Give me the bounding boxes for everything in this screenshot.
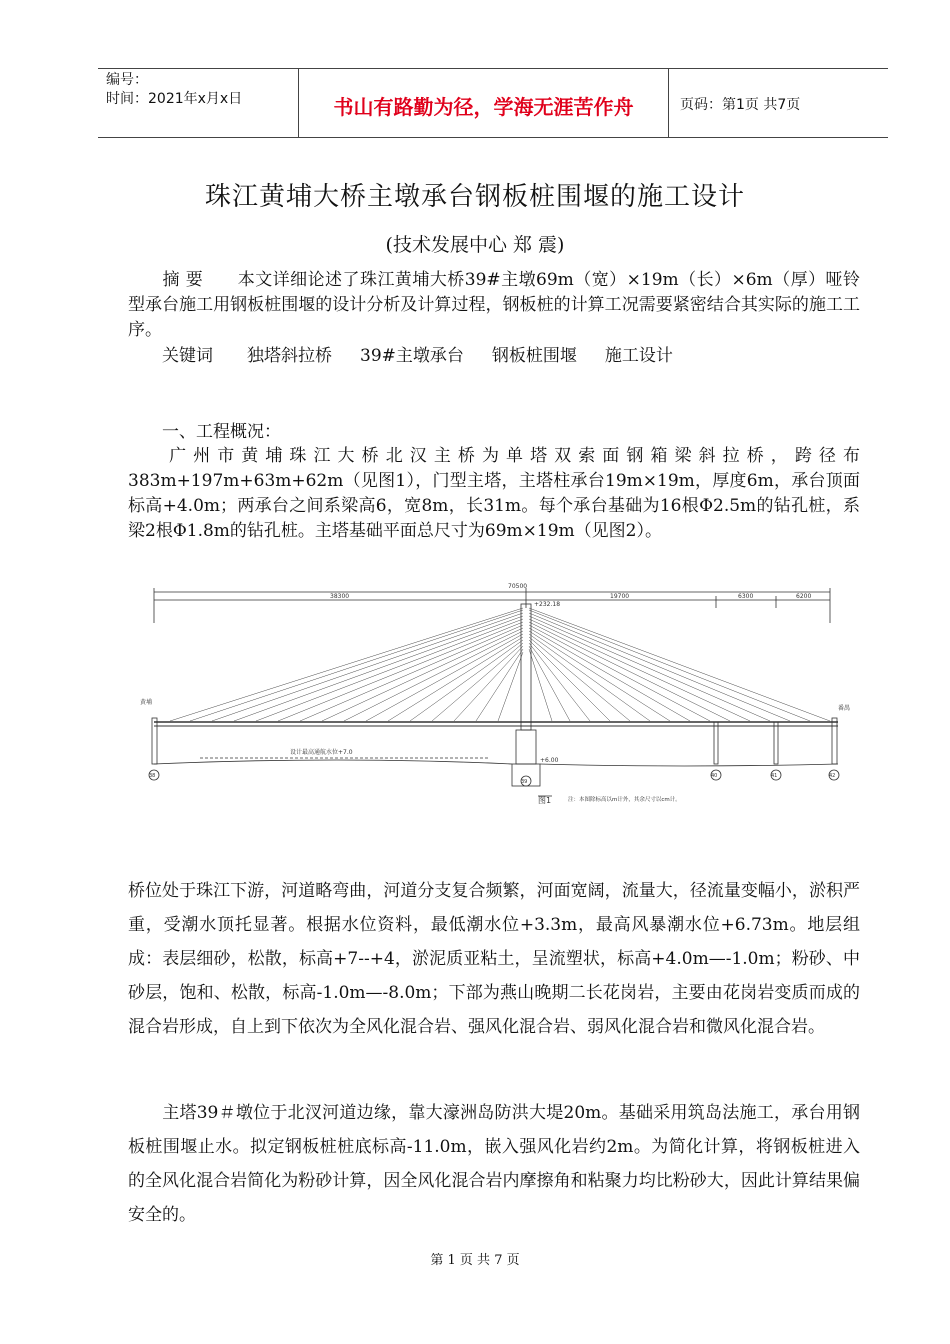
pier-38: [152, 718, 157, 764]
pier-41: [774, 722, 778, 764]
time-label: 时间：2021年x月x日: [106, 91, 243, 107]
paragraph-1: [128, 444, 860, 544]
figure-note: 注：本图除标高以m计外，其余尺寸以cm计。: [568, 797, 681, 803]
page-title: 珠江黄埔大桥主墩承台钢板桩围堰的施工设计: [204, 182, 745, 212]
figure-caption: 图1: [538, 796, 552, 805]
keywords: [128, 344, 860, 369]
riverbed-line: [540, 764, 838, 766]
keyword: 39#主墩承台: [360, 346, 464, 366]
bridge-elevation-figure: [140, 578, 856, 818]
header-motto: 书山有路勤为径，学海无涯苦作舟: [333, 95, 634, 119]
paragraph-2-text: 桥位处于珠江下游，河道略弯曲，河道分支复合频繁，河面宽阔，流量大，径流量变幅小，淤积严重，受潮水顶托显著。根据水位资料，最低潮水位+3.3m，最高风暴潮水位+6.73m。地层组成：表层细砂，松散，标高+7--+4，淤泥质亚粘土，呈流塑状，标高+4.0m—-1.0m；粉砂、中砂层，饱和、松散，标高-1.0m—-8.0m；下部为燕山晚期二长花岗岩，主要由花岗岩变质而成的混合岩形成，自上到下依次为全风化混合岩、强风化混合岩、弱风化混合岩和微风化混合岩。: [128, 881, 860, 1037]
pier-label: 40: [711, 773, 718, 779]
paragraph-2: [128, 874, 860, 1044]
number-label: 编号：: [106, 72, 148, 88]
dim-mid: 19700: [610, 593, 630, 600]
keyword: 施工设计: [604, 346, 673, 366]
header-meta: [106, 71, 242, 109]
right-end-label: 番禺: [838, 705, 851, 712]
keyword: 独塔斜拉桥: [247, 346, 332, 366]
top-elevation: +232.18: [534, 601, 561, 608]
pier-label: 41: [771, 773, 778, 779]
pier-label: 42: [829, 773, 836, 779]
pier-42: [832, 718, 837, 764]
riverbed-line: [154, 760, 512, 764]
pier-40: [714, 722, 718, 764]
left-end-label: 黄埔: [140, 699, 153, 706]
abstract: [128, 268, 860, 343]
abstract-label: 摘 要: [162, 270, 204, 290]
section-heading: [128, 420, 860, 445]
keyword: 钢板桩围堰: [491, 346, 577, 366]
pier-label: 38: [149, 773, 156, 779]
stay-cables: [170, 608, 830, 721]
dim-r1: 6300: [738, 593, 754, 600]
dim-r2: 6200: [796, 593, 812, 600]
dim-left: 38300: [330, 593, 350, 600]
page-footer: 第 1 页 共 7 页: [430, 1253, 520, 1268]
header-divider: [668, 69, 669, 137]
paragraph-3-text: 主塔39＃墩位于北汊河道边缘，靠大濠洲岛防洪大堤20m。基础采用筑岛法施工，承台用钢板桩围堰止水。拟定钢板桩桩底标高-11.0m，嵌入强风化岩约2m。为简化计算，将钢板桩进入的全风化混合岩简化为粉砂计算，因全风化混合岩内摩擦角和粘聚力均比粉砂大，因此计算结果偏安全的。: [128, 1103, 860, 1225]
water-level-label: 设计最高通航水位+7.0: [290, 749, 353, 756]
dim-total: 70500: [508, 583, 528, 590]
pier-elevation: +6.00: [540, 757, 559, 764]
main-tower: [521, 604, 531, 730]
author-line: (技术发展中心 郑 震): [385, 234, 565, 256]
page-label: 页码：第1页 共7页: [680, 97, 801, 113]
paragraph-3: [128, 1096, 860, 1232]
paragraph-1-text: 广州市黄埔珠江大桥北汉主桥为单塔双索面钢箱梁斜拉桥，跨径布383m+197m+63m+62m（见图1），门型主塔，主塔柱承台19m×19m，厚度6m，承台顶面标高+4.0m；两承台之间系梁高6，宽8m，长31m。每个承台基础为16根Φ2.5m的钻孔桩，系梁2根Φ1.8m的钻孔桩。主塔基础平面总尺寸为69m×19m（见图2）。: [128, 446, 860, 541]
pier-label: 39: [521, 779, 528, 785]
keywords-label: 关键词: [162, 346, 213, 366]
tower-base: [516, 730, 536, 764]
page-header: [98, 68, 888, 138]
section-heading-text: 一、工程概况：: [162, 422, 281, 442]
abstract-text: 本文详细论述了珠江黄埔大桥39#主墩69m（宽）×19m（长）×6m（厚）哑铃型承台施工用钢板桩围堰的设计分析及计算过程，钢板桩的计算工况需要紧密结合其实际的施工工序。: [128, 270, 860, 340]
